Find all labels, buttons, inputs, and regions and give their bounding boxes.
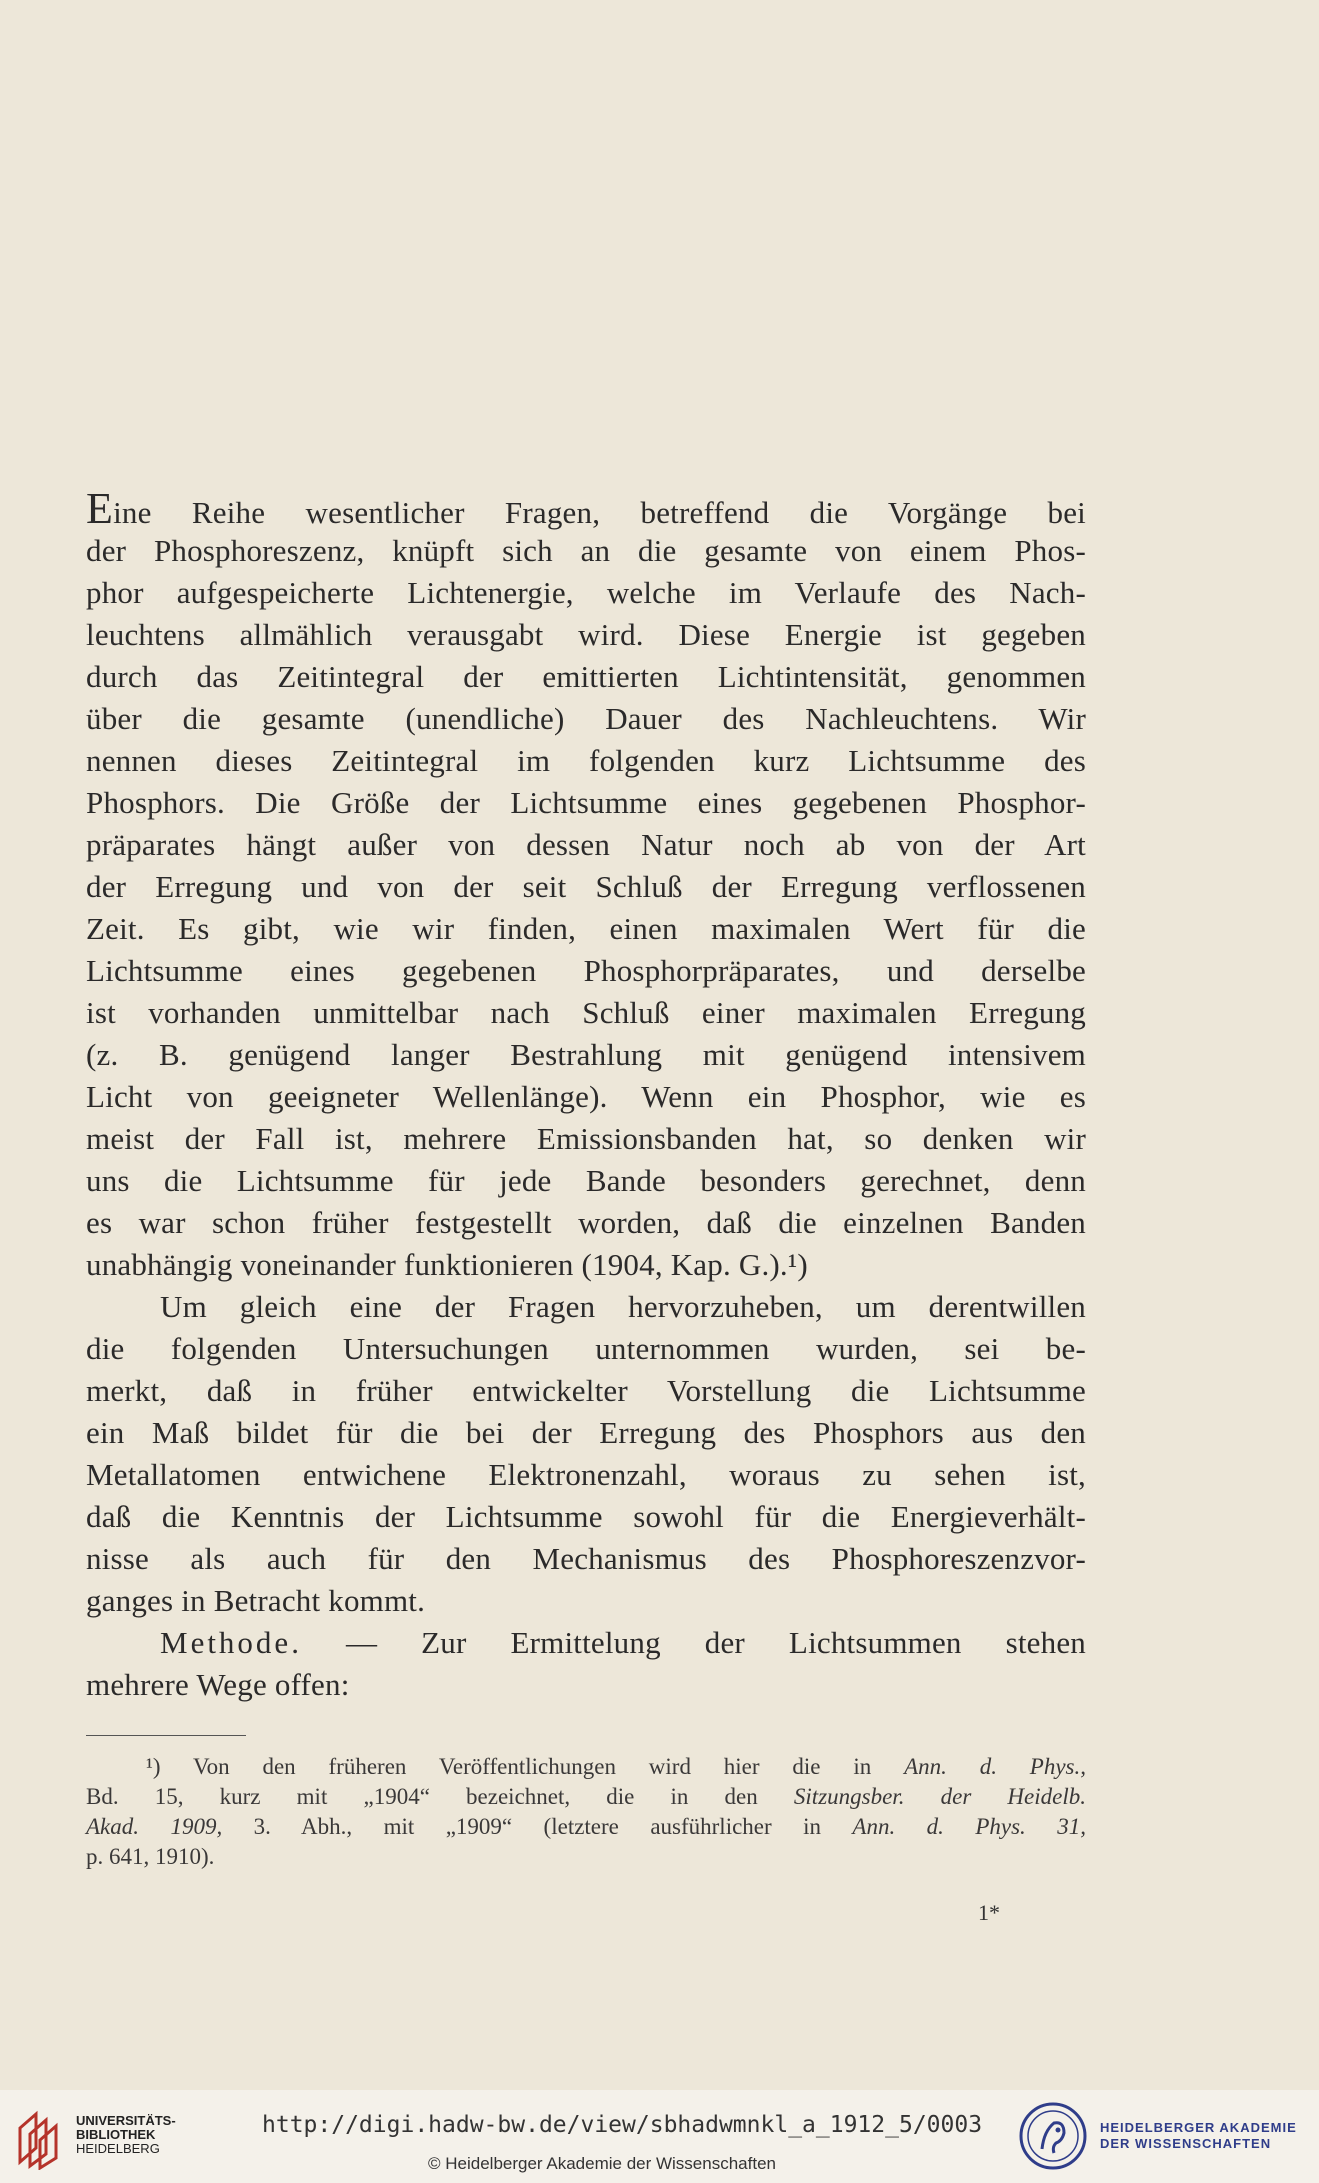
text-line-1 — [86, 484, 1086, 533]
hadw-line-2: DER WISSENSCHAFTEN — [1100, 2136, 1272, 2151]
footer-bar — [0, 2090, 1319, 2183]
text-line-16: meist der Fall ist, mehrere Emissionsbanden hat, so denken wir — [86, 1121, 1086, 1156]
text-line-1-rest: ine Reihe wesentlicher Fragen, betreffend die Vorgänge bei — [113, 495, 1086, 530]
footnote-line-1 — [146, 1752, 1086, 1782]
text-line-4: leuchtens allmählich verausgabt wird. Diese Energie ist gegeben — [86, 617, 1086, 652]
methode-line — [160, 1622, 1086, 1664]
text-line-6: über die gesamte (unendliche) Dauer des Nachleuchtens. Wir — [86, 701, 1086, 736]
text-line-25: daß die Kenntnis der Lichtsumme sowohl für die Energieverhält- — [86, 1499, 1086, 1534]
text-line-27: ganges in Betracht kommt. — [86, 1583, 426, 1618]
footnote-1-journal: Ann. d. Phys., — [904, 1754, 1086, 1779]
text-line-11: Zeit. Es gibt, wie wir finden, einen maximalen Wert für die — [86, 911, 1086, 946]
footnote-2-journal: Sitzungsber. der Heidelb. — [793, 1784, 1086, 1809]
ub-heidelberg-wordmark — [76, 2114, 176, 2156]
ub-line-2: BIBLIOTHEK — [76, 2127, 156, 2142]
footnote-3-akad: Akad. 1909, — [86, 1814, 223, 1839]
drop-initial: E — [86, 484, 114, 533]
footnote-3-text: 3. Abh., mit „1909“ (letztere ausführlicher in — [222, 1814, 853, 1839]
methode-heading: Methode. — [160, 1625, 302, 1660]
text-line-24: Metallatomen entwichene Elektronenzahl, woraus zu sehen ist, — [86, 1457, 1086, 1492]
text-line-3: phor aufgespeicherte Lichtenergie, welche im Verlaufe des Nach- — [86, 575, 1086, 610]
text-line-5: durch das Zeitintegral der emittierten Lichtintensität, genommen — [86, 659, 1086, 694]
page-number: 1* — [978, 1900, 1000, 1925]
text-line-15: Licht von geeigneter Wellenlänge). Wenn ein Phosphor, wie es — [86, 1079, 1086, 1114]
text-line-18: es war schon früher festgestellt worden, daß die einzelnen Banden — [86, 1205, 1086, 1240]
text-line-12: Lichtsumme eines gegebenen Phosphorpräparates, und derselbe — [86, 953, 1086, 988]
footnote-1-text-a: ¹) Von den früheren Veröffentlichungen wird hier die in — [146, 1754, 905, 1779]
text-line-2: der Phosphoreszenz, knüpft sich an die gesamte von einem Phos- — [86, 533, 1086, 568]
text-line-13: ist vorhanden unmittelbar nach Schluß einer maximalen Erregung — [86, 995, 1086, 1030]
text-line-22: merkt, daß in früher entwickelter Vorstellung die Lichtsumme — [86, 1373, 1086, 1408]
text-line-7: nennen dieses Zeitintegral im folgenden kurz Lichtsumme des — [86, 743, 1086, 778]
ub-line-1: UNIVERSITÄTS- — [76, 2113, 176, 2128]
text-line-21: die folgenden Untersuchungen unternommen wurden, sei be- — [86, 1331, 1086, 1366]
footnote-line-4: p. 641, 1910). — [86, 1844, 215, 1869]
footnote-line-3 — [86, 1812, 1086, 1842]
text-line-10: der Erregung und von der seit Schluß der Erregung verflossenen — [86, 869, 1086, 904]
footnote-2-text-a: Bd. 15, kurz mit „1904“ bezeichnet, die in den — [86, 1784, 794, 1809]
text-line-17: uns die Lichtsumme für jede Bande besonders gerechnet, denn — [86, 1163, 1086, 1198]
text-line-26: nisse als auch für den Mechanismus des Phosphoreszenzvor- — [86, 1541, 1086, 1576]
text-line-19: unabhängig voneinander funktionieren (1904, Kap. G.).¹) — [86, 1247, 808, 1282]
methode-text: — Zur Ermittelung der Lichtsummen stehen — [301, 1625, 1086, 1660]
footnote-3-journal: Ann. d. Phys. 31, — [852, 1814, 1086, 1839]
text-line-14: (z. B. genügend langer Bestrahlung mit genügend intensivem — [86, 1037, 1086, 1072]
footnote-divider — [86, 1735, 246, 1736]
text-line-23: ein Maß bildet für die bei der Erregung des Phosphors aus den — [86, 1415, 1086, 1450]
copyright-notice: © Heidelberger Akademie der Wissenschaften — [428, 2154, 776, 2173]
footnote-line-2 — [86, 1782, 1086, 1812]
permalink-url[interactable]: http://digi.hadw-bw.de/view/sbhadwmnkl_a_1912_5/0003 — [262, 2112, 983, 2138]
ub-heidelberg-logo-icon — [14, 2108, 70, 2170]
methode-line-2: mehrere Wege offen: — [86, 1667, 350, 1702]
hadw-seal-icon — [1018, 2101, 1088, 2171]
text-line-8: Phosphors. Die Größe der Lichtsumme eines gegebenen Phosphor- — [86, 785, 1086, 820]
hadw-line-1: HEIDELBERGER AKADEMIE — [1100, 2120, 1297, 2135]
ub-line-3: HEIDELBERG — [76, 2141, 160, 2156]
text-line-20: Um gleich eine der Fragen hervorzuheben, um derentwillen — [160, 1289, 1086, 1324]
text-line-9: präparates hängt außer von dessen Natur noch ab von der Art — [86, 827, 1086, 862]
hadw-wordmark — [1100, 2120, 1297, 2152]
